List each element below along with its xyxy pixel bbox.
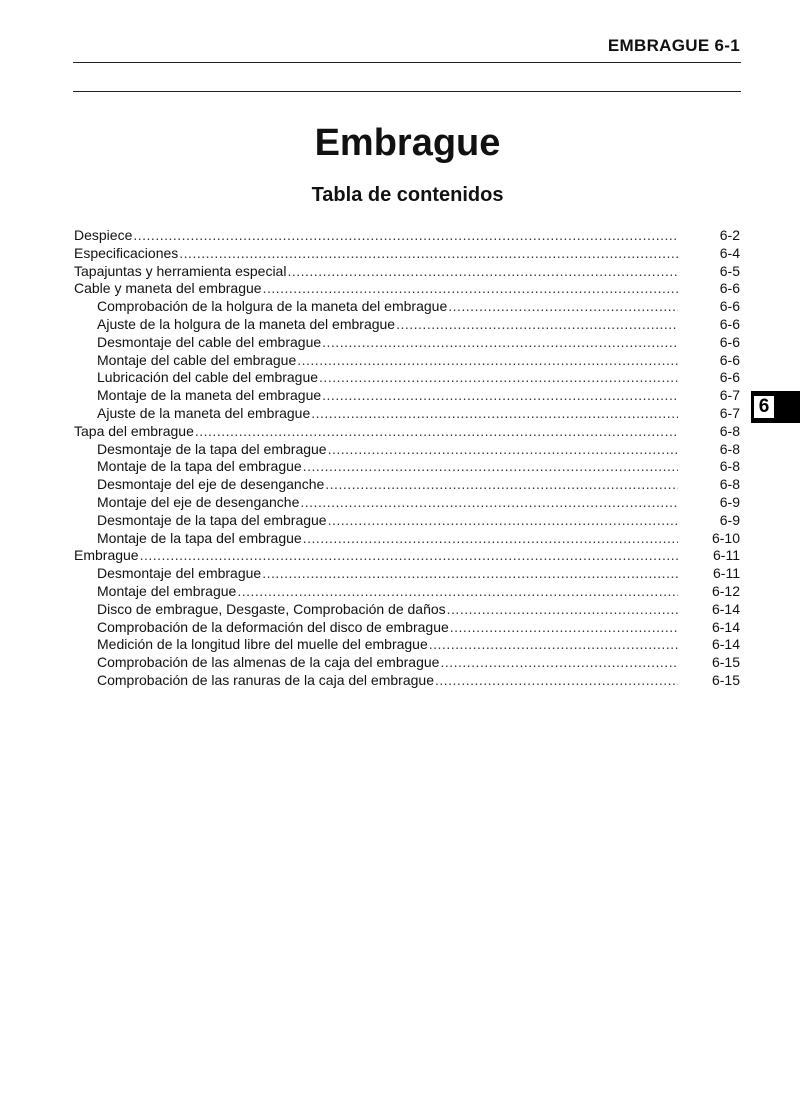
toc-dot-leader (300, 494, 678, 512)
toc-dot-leader (319, 369, 678, 387)
toc-entry-label: Montaje del cable del embrague (97, 351, 297, 368)
toc-entry-label: Desmontaje del eje de desenganche (97, 476, 325, 493)
toc-dot-leader (328, 512, 678, 530)
toc-entry-label: Ajuste de la maneta del embrague (97, 404, 311, 421)
toc-entry-label: Desmontaje del cable del embrague (97, 333, 322, 350)
toc-entry-label: Comprobación de la deformación del disco de embrague (97, 618, 449, 635)
toc-dot-leader (262, 565, 678, 583)
toc-entry-label: Montaje de la tapa del embrague (97, 529, 302, 546)
toc-dot-leader (447, 601, 678, 619)
toc-entry[interactable] (74, 245, 740, 263)
toc-entry[interactable] (74, 654, 740, 672)
toc-entry-label: Disco de embrague, Desgaste, Comprobación de daños (97, 600, 446, 617)
toc-entry[interactable] (74, 405, 740, 423)
toc-entry[interactable] (74, 227, 740, 245)
toc-dot-leader (263, 280, 678, 298)
toc-entry[interactable] (74, 280, 740, 298)
toc-dot-leader (297, 352, 678, 370)
toc-entry-page: 6-5 (719, 262, 740, 279)
toc-entry-page: 6-6 (719, 351, 740, 368)
toc-entry-page: 6-15 (711, 654, 740, 671)
toc-entry[interactable] (74, 619, 740, 637)
toc-entry-label: Tapajuntas y herramienta especial (74, 262, 287, 279)
toc-dot-leader (237, 583, 678, 601)
toc-dot-leader (140, 547, 678, 565)
toc-dot-leader (311, 405, 678, 423)
toc-entry-label: Tapa del embrague (74, 422, 194, 439)
toc-entry-page: 6-8 (719, 458, 740, 475)
toc-dot-leader (435, 672, 678, 690)
toc-entry[interactable] (74, 441, 740, 459)
toc-dot-leader (303, 458, 678, 476)
toc-dot-leader (179, 245, 678, 263)
toc-entry[interactable] (74, 512, 740, 530)
toc-entry-page: 6-8 (719, 476, 740, 493)
toc-entry-page: 6-8 (719, 440, 740, 457)
toc-entry-label: Montaje de la tapa del embrague (97, 458, 302, 475)
toc-entry-page: 6-11 (713, 565, 740, 582)
toc-entry-label: Desmontaje de la tapa del embrague (97, 440, 327, 457)
chapter-tab-number: 6 (754, 396, 774, 418)
chapter-tab (751, 391, 800, 423)
running-header: EMBRAGUE 6-1 (607, 36, 740, 55)
toc-dot-leader (133, 227, 678, 245)
toc-dot-leader (322, 334, 678, 352)
toc-entry-page: 6-6 (719, 369, 740, 386)
toc-entry-page: 6-9 (719, 511, 740, 528)
toc-entry-label: Embrague (74, 547, 139, 564)
toc-entry-label: Cable y maneta del embrague (74, 280, 262, 297)
toc-entry-label: Montaje del embrague (97, 582, 237, 599)
toc-entry-label: Medición de la longitud libre del muelle del embrague (97, 636, 428, 653)
toc-entry-label: Despiece (74, 227, 133, 243)
toc-entry[interactable] (74, 387, 740, 405)
title-rule (73, 91, 741, 92)
toc-entry[interactable] (74, 263, 740, 281)
toc-entry-page: 6-10 (711, 529, 740, 546)
header-rule (73, 62, 741, 63)
toc-entry[interactable] (74, 298, 740, 316)
toc-entry-label: Lubricación del cable del embrague (97, 369, 319, 386)
toc-entry-label: Montaje de la maneta del embrague (97, 387, 322, 404)
toc-entry-page: 6-6 (719, 333, 740, 350)
toc-entry[interactable] (74, 369, 740, 387)
toc-entry[interactable] (74, 583, 740, 601)
page-title: Embrague (314, 122, 501, 164)
toc-entry-label: Comprobación de las ranuras de la caja del embrague (97, 671, 434, 688)
toc-entry-page: 6-8 (719, 422, 740, 439)
toc-entry-label: Comprobación de las almenas de la caja del embrague (97, 654, 440, 671)
toc-entry[interactable] (74, 458, 740, 476)
toc-dot-leader (429, 636, 678, 654)
toc-entry-label: Desmontaje del embrague (97, 565, 262, 582)
toc-entry-label: Ajuste de la holgura de la maneta del embrague (97, 315, 396, 332)
toc-entry-page: 6-7 (719, 404, 740, 421)
toc-entry-page: 6-2 (719, 227, 740, 243)
toc-dot-leader (322, 387, 678, 405)
toc-dot-leader (450, 619, 678, 637)
toc-entry[interactable] (74, 672, 740, 690)
toc-dot-leader (287, 263, 678, 281)
toc-entry-page: 6-9 (719, 493, 740, 510)
toc-entry[interactable] (74, 476, 740, 494)
toc-entry[interactable] (74, 494, 740, 512)
toc-entry-page: 6-15 (711, 671, 740, 688)
toc-entry-page: 6-4 (719, 244, 740, 261)
toc-entry-label: Especificaciones (74, 244, 179, 261)
toc-entry-page: 6-6 (719, 298, 740, 315)
table-of-contents (74, 227, 740, 690)
toc-entry-page: 6-6 (719, 315, 740, 332)
toc-entry-label: Desmontaje de la tapa del embrague (97, 511, 327, 528)
toc-dot-leader (325, 476, 678, 494)
toc-dot-leader (195, 423, 678, 441)
toc-dot-leader (448, 298, 678, 316)
toc-entry-page: 6-7 (719, 387, 740, 404)
toc-entry[interactable] (74, 565, 740, 583)
toc-entry-page: 6-14 (711, 636, 740, 653)
toc-entry-page: 6-14 (711, 618, 740, 635)
toc-dot-leader (303, 530, 678, 548)
toc-entry[interactable] (74, 601, 740, 619)
toc-entry-page: 6-6 (719, 280, 740, 297)
toc-entry-label: Montaje del eje de desenganche (97, 493, 300, 510)
toc-entry[interactable] (74, 547, 740, 565)
toc-entry-page: 6-14 (711, 600, 740, 617)
toc-entry[interactable] (74, 636, 740, 654)
toc-entry[interactable] (74, 316, 740, 334)
toc-dot-leader (396, 316, 678, 334)
toc-entry-page: 6-12 (711, 582, 740, 599)
toc-entry[interactable] (74, 423, 740, 441)
toc-dot-leader (328, 441, 678, 459)
toc-entry-label: Comprobación de la holgura de la maneta del embrague (97, 298, 448, 315)
toc-entry[interactable] (74, 334, 740, 352)
toc-entry-page: 6-11 (713, 547, 740, 564)
toc-entry[interactable] (74, 352, 740, 370)
toc-heading: Tabla de contenidos (311, 184, 504, 206)
toc-entry[interactable] (74, 530, 740, 548)
toc-dot-leader (440, 654, 678, 672)
